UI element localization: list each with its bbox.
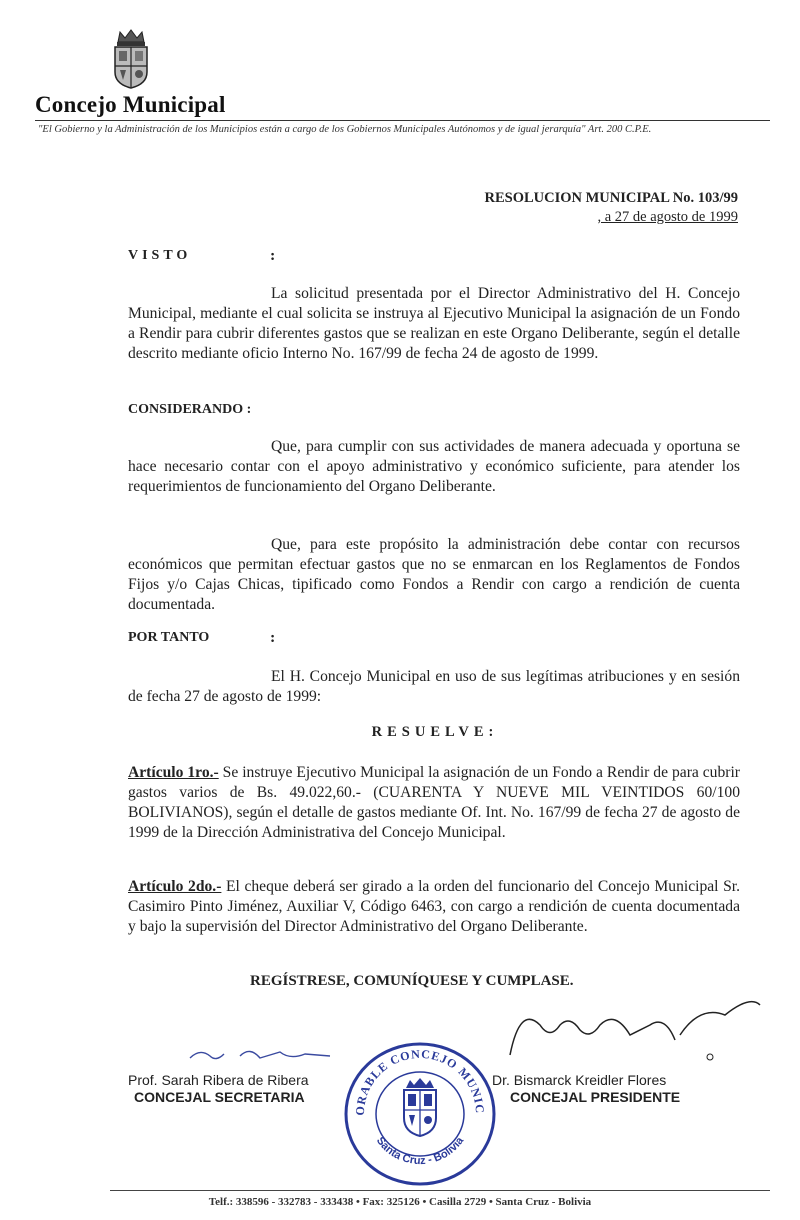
signature-president-icon (490, 985, 770, 1079)
resolution-title: RESOLUCION MUNICIPAL No. 103/99 (484, 190, 738, 206)
por-tanto-text: El H. Concejo Municipal en uso de sus legítimas atribuciones y en sesión de fecha 27 de agosto de 1999: (128, 668, 740, 705)
secretary-name: Prof. Sarah Ribera de Ribera (128, 1072, 309, 1088)
secretary-role: CONCEJAL SECRETARIA (134, 1089, 305, 1105)
header-divider (35, 120, 770, 121)
resolution-date: , a 27 de agosto de 1999 (597, 209, 738, 225)
closing-statement: REGÍSTRESE, COMUNÍQUESE Y CUMPLASE. (250, 973, 574, 989)
footer-divider (110, 1190, 770, 1191)
article-2 (128, 877, 740, 937)
considerando-paragraph-2: Que, para este propósito la administración debe contar con recursos económicos que permitan efectuar gastos que no se enmarcan en los Reglamentos de Fondos Fijos y/o Cajas Chicas, tipificado como Fondos a Rendir con cargo a rendición de cuenta documentada. (128, 536, 740, 613)
article-1-label: Artículo 1ro.- (128, 764, 219, 781)
considerando-label: CONSIDERANDO : (128, 402, 252, 417)
svg-text:HONORABLE CONCEJO MUNICIPAL: ORABLE CONCEJO MUNIC (352, 1046, 488, 1116)
visto-text: La solicitud presentada por el Director Administrativo del H. Concejo Municipal, mediante el cual solicita se instruya al Ejecutivo Municipal la asignación de un Fondo a Rendir para cubrir diferentes gastos que se realizan en este Organo Deliberante, según el detalle descrito mediante oficio Interno No. 167/99 de fecha 24 de agosto de 1999. (128, 285, 740, 362)
article-1-text: Se instruye Ejecutivo Municipal la asignación de un Fondo a Rendir de para cubrir gastos varios de Bs. 49.022,60.- (CUARENTA Y NUEVE MIL VEINTIDOS 60/100 BOLIVIANOS), según el detalle de gastos mediante Of. Int. No. 167/99 de fecha 27 de agosto de 1999 de la Dirección Administrativa del Concejo Municipal. (128, 764, 740, 841)
president-name: Dr. Bismarck Kreidler Flores (492, 1072, 667, 1088)
resuelve-title: RESUELVE: (371, 724, 499, 740)
article-2-label: Artículo 2do.- (128, 878, 222, 895)
header-motto: "El Gobierno y la Administración de los Municipios están a cargo de los Gobiernos Municipales Autónomos y de igual jerarquía" Art. 200 C.P.E. (38, 124, 652, 135)
signature-secretary-icon (180, 1040, 340, 1074)
por-tanto-colon: : (270, 630, 276, 646)
por-tanto-label: POR TANTO (128, 630, 210, 645)
considerando-paragraph-1: Que, para cumplir con sus actividades de manera adecuada y oportuna se hace necesario contar con el apoyo administrativo y económico suficiente, para atender los requerimientos de funcionamiento del Organo Deliberante. (128, 438, 740, 495)
visto-label: VISTO (128, 248, 192, 263)
organization-name: Concejo Municipal (35, 92, 226, 117)
municipal-crest-icon (110, 28, 152, 90)
visto-colon: : (270, 248, 276, 264)
footer-contact: Telf.: 338596 - 332783 - 333438 • Fax: 325126 • Casilla 2729 • Santa Cruz - Bolivia (208, 1196, 592, 1208)
municipal-seal-icon (342, 1040, 498, 1188)
svg-text:Santa Cruz - Bolivia: Santa Cruz - Bolivia (373, 1134, 467, 1168)
article-1 (128, 763, 740, 843)
president-role: CONCEJAL PRESIDENTE (510, 1089, 681, 1105)
article-2-text: El cheque deberá ser girado a la orden del funcionario del Concejo Municipal Sr. Casimiro Pinto Jiménez, Auxiliar V, Código 6463, con cargo a rendición de cuenta documentada y bajo la supervisión del Director Administrativo del Organo Deliberante. (128, 878, 740, 935)
